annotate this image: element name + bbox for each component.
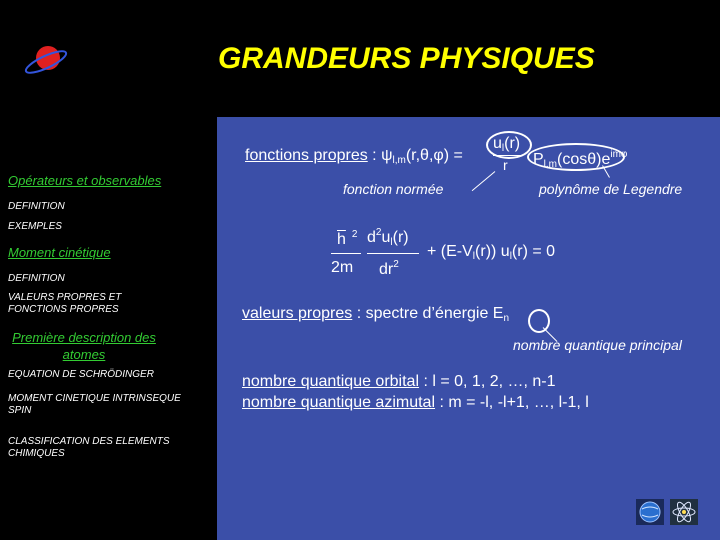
page-title: GRANDEURS PHYSIQUES: [218, 42, 595, 75]
orbital-line: nombre quantique orbital : l = 0, 1, 2, …, n-1: [242, 373, 556, 390]
two-m: 2m: [331, 259, 354, 276]
sidebar-item-definition-2[interactable]: DEFINITION: [8, 273, 65, 284]
sidebar-item-schrodinger[interactable]: EQUATION DE SCHRÖDINGER: [8, 369, 154, 380]
highlight-oval-u: [486, 131, 532, 159]
arrow-normed: [472, 171, 496, 191]
eigenfunction-label: fonctions propres: [245, 147, 368, 164]
annotation-legendre: polynôme de Legendre: [539, 181, 683, 197]
hbar-squared: $\overline{h}$ $^2$: [337, 229, 358, 248]
eigenfunction-equation: fonctions propres : $\psi_{l,m}(r,\theta,\varphi)$ =: [245, 147, 463, 166]
annotation-normed: fonction normée: [343, 181, 444, 197]
fraction-bar-hbar: [331, 253, 361, 254]
sidebar-item-definition[interactable]: DEFINITION: [8, 201, 65, 212]
sidebar-section-atomes[interactable]: Première description des atomes: [12, 330, 156, 362]
highlight-oval-n: [528, 309, 550, 333]
u-numerator: $u_l(r)$: [493, 135, 521, 154]
globe-icon[interactable]: [636, 499, 664, 525]
sidebar: [0, 0, 215, 540]
azimuthal-line: nombre quantique azimutal : m = -l, -l+1, …, l-1, l: [242, 394, 589, 411]
r-denominator: r: [503, 157, 508, 173]
sidebar-item-classification[interactable]: CLASSIFICATION DES ELEMENTS CHIMIQUES: [8, 436, 170, 459]
eigenvalues-line: valeurs propres : spectre d’énergie $E_n$: [242, 305, 510, 324]
sidebar-item-valeurs-propres[interactable]: VALEURS PROPRES ET FONCTIONS PROPRES: [8, 292, 122, 315]
sidebar-section-operateurs[interactable]: Opérateurs et observables: [8, 173, 162, 188]
atom-icon[interactable]: [670, 499, 698, 525]
highlight-oval-legendre: [527, 143, 628, 171]
sidebar-item-spin[interactable]: MOMENT CINETIQUE INTRINSEQUE SPIN: [8, 393, 181, 416]
fraction-bar-d2u: [367, 253, 419, 254]
sidebar-section-moment[interactable]: Moment cinétique: [8, 245, 111, 260]
annotation-principal: nombre quantique principal: [513, 337, 682, 353]
legendre-term: $P_{l,m}(\cos\theta)e^{im\varphi}$: [533, 149, 628, 170]
radial-equation-rest: + $(E-V_l(r)) u_l(r) = 0$: [427, 243, 556, 262]
sidebar-item-exemples[interactable]: EXEMPLES: [8, 221, 62, 232]
eigenvalues-label: valeurs propres: [242, 305, 353, 322]
d2u-numerator: $d^2u_l(r)$: [367, 227, 409, 248]
dr-squared: $dr^2$: [379, 259, 399, 278]
content-panel: [217, 117, 720, 540]
